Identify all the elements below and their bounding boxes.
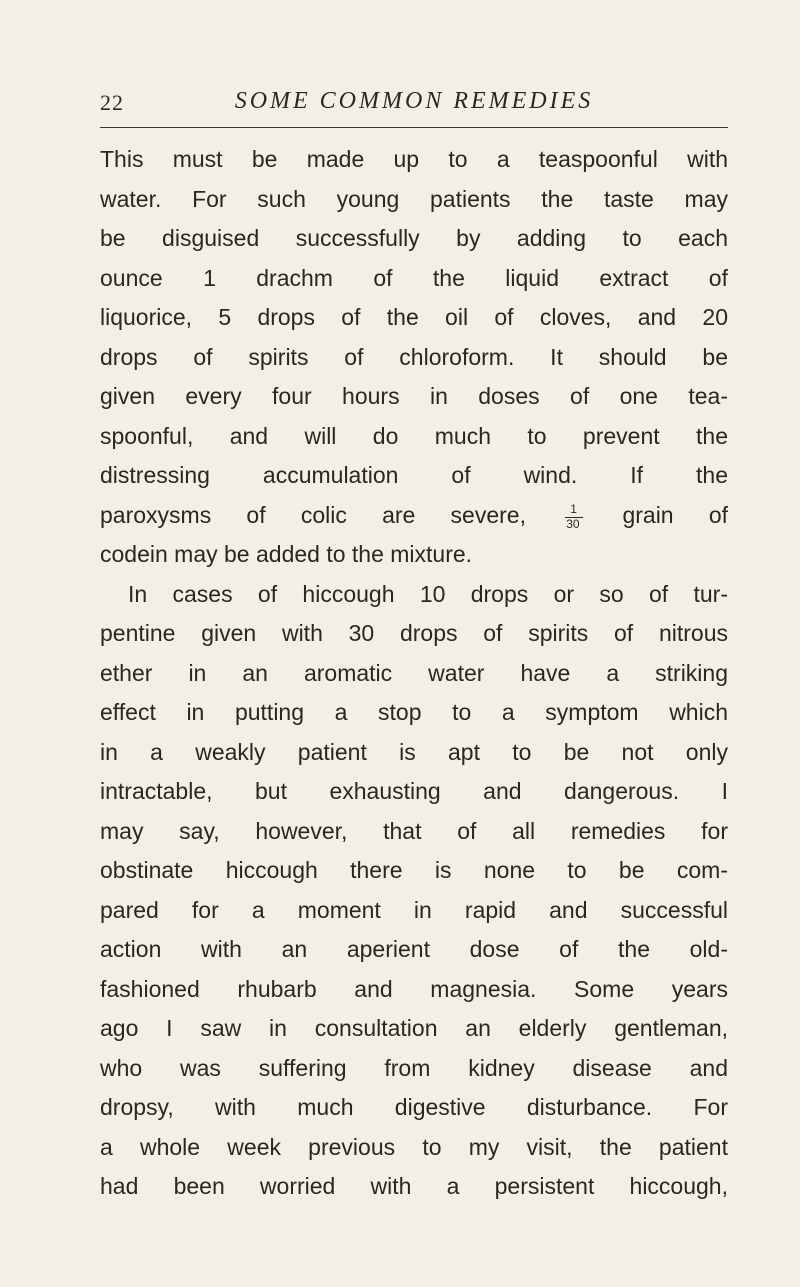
text-line: who was suffering from kidney disease and xyxy=(100,1054,728,1081)
fraction-line-before: paroxysms of colic are severe, xyxy=(100,501,526,528)
fraction-line xyxy=(100,496,728,536)
text-line: In cases of hiccough 10 drops or so of tur- xyxy=(128,580,728,607)
text-line: drops of spirits of chloroform. It should be xyxy=(100,343,728,370)
text-line: may say, however, that of all remedies for xyxy=(100,817,728,844)
text-line: ago I saw in consultation an elderly gentleman, xyxy=(100,1015,728,1041)
text-line: had been worried with a persistent hiccough, xyxy=(100,1173,728,1199)
text-line: given every four hours in doses of one tea- xyxy=(100,383,728,409)
fraction-denominator: 30 xyxy=(566,516,580,531)
text-line: action with an aperient dose of the old- xyxy=(100,936,728,962)
text-line: codein may be added to the mixture. xyxy=(100,541,473,567)
text-line: water. For such young patients the taste may xyxy=(100,185,728,212)
fraction xyxy=(563,501,585,531)
text-line: This must be made up to a teaspoonful with xyxy=(100,146,728,172)
running-title: SOME COMMON REMEDIES xyxy=(234,88,594,114)
text-line: obstinate hiccough there is none to be com- xyxy=(100,857,728,883)
header-rule xyxy=(100,127,728,128)
text-line: dropsy, with much digestive disturbance. For xyxy=(100,1094,728,1120)
text-line: distressing accumulation of wind. If the xyxy=(100,462,728,488)
text-line: ether in an aromatic water have a striking xyxy=(100,659,728,686)
text-line: intractable, but exhausting and dangerous. I xyxy=(100,778,728,804)
text-line: be disguised successfully by adding to each xyxy=(100,225,728,251)
paragraph-1 xyxy=(100,140,728,575)
text-line: effect in putting a stop to a symptom which xyxy=(100,699,728,725)
body-text xyxy=(100,140,728,1207)
paragraph-2 xyxy=(100,575,728,1207)
text-line: ounce 1 drachm of the liquid extract of xyxy=(100,264,728,291)
text-line: fashioned rhubarb and magnesia. Some years xyxy=(100,975,728,1002)
fraction-line-after: grain of xyxy=(622,501,729,528)
fraction-numerator: 1 xyxy=(570,501,577,516)
text-line: pared for a moment in rapid and successful xyxy=(100,896,728,923)
text-line: spoonful, and will do much to prevent the xyxy=(100,422,728,449)
text-line: pentine given with 30 drops of spirits of nitrous xyxy=(100,620,728,646)
page-header xyxy=(100,82,728,122)
text-line: in a weakly patient is apt to be not only xyxy=(100,738,728,765)
text-line: liquorice, 5 drops of the oil of cloves, and 20 xyxy=(100,304,728,330)
text-line: a whole week previous to my visit, the patient xyxy=(100,1133,728,1160)
page-number: 22 xyxy=(100,90,124,115)
